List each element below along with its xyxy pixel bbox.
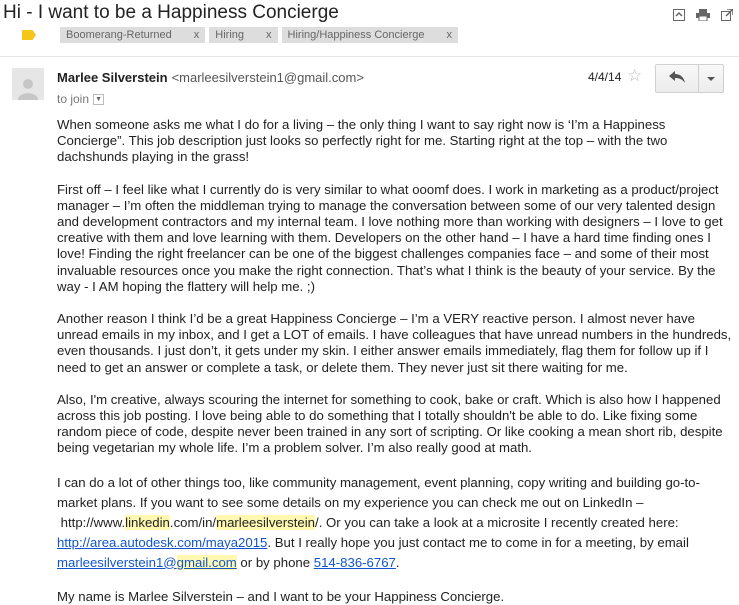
url-part: marleesilverstein [216,514,316,530]
print-icon[interactable] [691,6,715,24]
email-part: gmail.com [176,554,237,570]
message-date: 4/4/14 [588,70,622,84]
recipient-text: to join [57,92,90,106]
body-text: . Or you can take a look at a microsite I recently created here: [318,514,679,530]
message-body [57,117,737,605]
expand-icon[interactable] [667,6,691,24]
url-part: linkedin [125,514,170,530]
new-window-icon[interactable] [715,6,739,24]
body-paragraph [57,473,737,573]
body-text: . But I really hope you just contact me to come in for a meeting, by email [267,534,689,550]
header-divider [0,56,739,57]
body-text: or by phone [236,554,314,570]
linkedin-url[interactable] [61,515,319,530]
label-chip[interactable] [60,27,205,43]
sender-name[interactable]: Marlee Silverstein [57,70,168,85]
label-name: Hiring [215,29,245,41]
url-part: .com/in/ [169,514,217,530]
body-paragraph: Another reason I think I’d be a great Happiness Concierge – I’m a VERY reactive person. I almost never have unread emails in my inbox, and I get a LOT of emails. I have colleagues that have unread numbers in the hundreds, even thousands. I just don’t, it gets under my skin. I either answer emails immediately, flag them for follow up if I need to get an answer or complete a task, or delete them. They never just sit there waiting for me. [57,311,732,375]
sender [57,70,364,85]
remove-label-icon[interactable]: x [193,29,200,41]
url-part: / [315,514,319,530]
label-name: Boomerang-Returned [66,29,172,41]
body-paragraph: When someone asks me what I do for a living – the only thing I want to say right now is ‘I’m a Happiness Concierge”. This job description just looks so perfectly right for me. Starting right at the top – with the two dachshunds playing in the grass! [57,117,668,165]
body-paragraph: My name is Marlee Silverstein – and I want to be your Happiness Concierge. [57,588,505,604]
sender-email: <marleesilverstein1@gmail.com> [171,70,364,85]
important-marker-icon[interactable] [22,30,36,40]
labels-row [22,27,462,43]
microsite-link[interactable]: http://area.autodesk.com/maya2015 [57,534,268,550]
reply-button[interactable] [655,64,699,93]
label-chip[interactable] [282,27,458,43]
remove-label-icon[interactable]: x [266,29,272,41]
label-name: Hiring/Happiness Concierge [287,29,425,41]
show-details-icon[interactable]: ▼ [93,94,104,105]
body-paragraph: Also, I'm creative, always scouring the internet for something to cook, bake or craft. Which is also how I happened across this job posting. I love being able to do something that I totally shouldn't be able to do. Like fixing some random piece of code, despite never been trained in any sort of scripting. Or like cooking a mean short rib, despite being vegetarian my whole life. I’m a problem solver. I’m also really good at math. [57,391,723,456]
email-subject: Hi - I want to be a Happiness Concierge [3,2,339,23]
phone-link[interactable]: 514-836-6767 [313,554,396,570]
email-link[interactable] [57,555,237,570]
remove-label-icon[interactable]: x [446,29,452,41]
body-paragraph: First off – I feel like what I currently do is very similar to what ooomf does. I work in marketing as a product/project manager – I’m often the middleman trying to manage the conversation between some of our very talented design and development contractors and my internal team. I love nothing more than working with designers – I love to get creative with them and love learning with them. Developers on the other hand – I have a hard time finding ones I love! Finding the right freelancer can be one of the biggest challenges companies face – and some of their most invaluable resources once you make the right connection. That’s what I think is the beauty of your service. By the way - I AM hoping the flattery will help me. ;) [57,181,723,294]
star-icon[interactable]: ☆ [627,66,643,85]
header-actions [667,6,739,24]
avatar[interactable] [12,68,44,100]
email-part: marleesilverstein1@ [57,554,177,570]
body-text: . [395,554,400,570]
chevron-down-icon [707,77,715,81]
body-text: I can do a lot of other things too, like community management, event planning, copy writing and building go-to-market plans. If you want to see some details on my experience you can check me out on LinkedIn – [57,474,700,510]
reply-icon [669,70,685,88]
label-chip[interactable] [209,27,277,43]
more-actions-button[interactable] [698,64,724,93]
url-part: http://www. [60,514,126,530]
recipient-line [57,92,104,106]
